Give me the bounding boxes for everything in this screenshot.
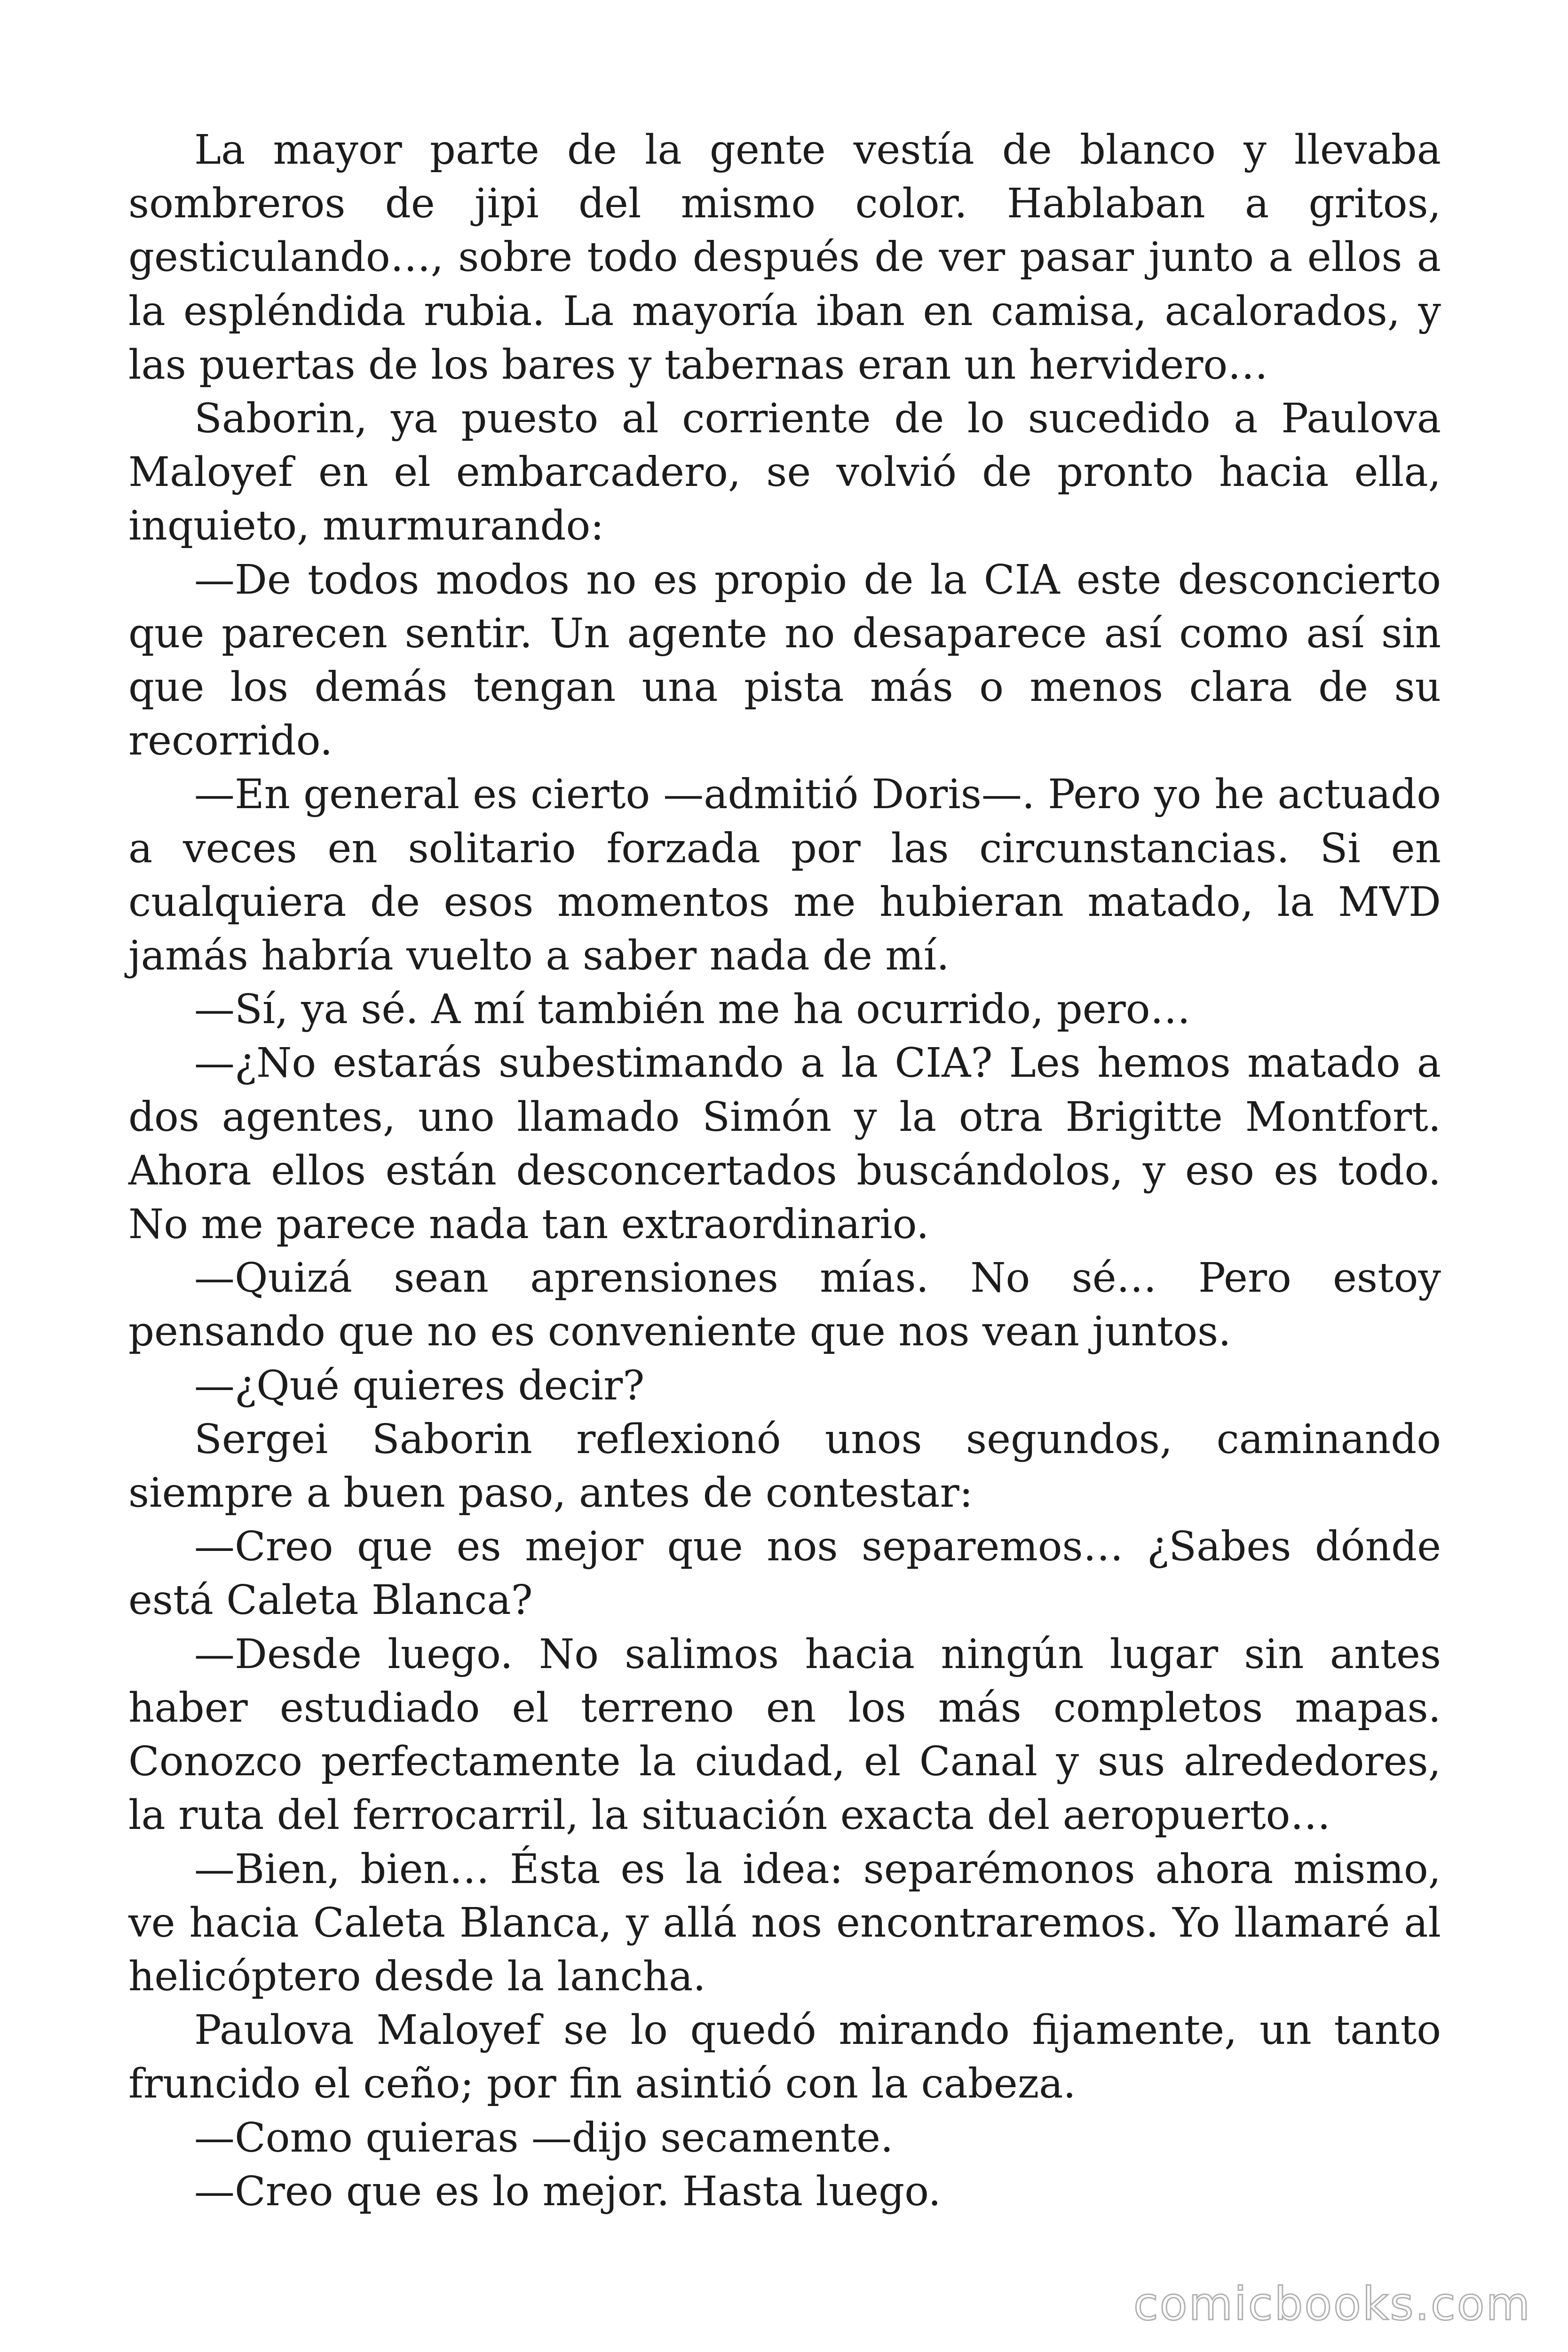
paragraph: —Creo que es mejor que nos separemos… ¿Sabes dónde está Caleta Blanca? [128,1523,1441,1624]
paragraph: —Bien, bien… Ésta es la idea: separémonos ahora mismo, ve hacia Caleta Blanca, y allá nos encontraremos. Yo llamaré al helicóptero desde la lancha. [128,1845,1441,2000]
paragraph: —Sí, ya sé. A mí también me ha ocurrido, pero… [194,986,1191,1033]
paragraph: —Como quieras —dijo secamente. [194,2114,894,2161]
paragraph: Sergei Saborin reflexionó unos segundos, caminando siempre a buen paso, antes de contestar: [128,1415,1441,1517]
paragraph: —Desde luego. No salimos hacia ningún lugar sin antes haber estudiado el terreno en los más completos mapas. Conozco perfectamente la ciudad, el Canal y sus alrededores, la ruta del ferrocarril, la situación exacta del aeropuerto… [128,1630,1441,1839]
watermark: comicbooks.com [1133,2278,1531,2330]
paragraph: Saborin, ya puesto al corriente de lo sucedido a Paulova Maloyef en el embarcadero, se volvió de pronto hacia ella, inquieto, murmurando: [128,395,1441,550]
paragraph: —Quizá sean aprensiones mías. No sé… Pero estoy pensando que no es conveniente que nos vean juntos. [128,1255,1441,1356]
paragraph: —De todos modos no es propio de la CIA este desconcierto que parecen sentir. Un agente no desaparece así como así sin que los demás tengan una pista más o menos clara de su recorrido. [128,556,1441,765]
paragraph: —En general es cierto —admitió Doris—. Pero yo he actuado a veces en solitario forzada por las circunstancias. Si en cualquiera de esos momentos me hubieran matado, la MVD jamás habría vuelto a saber nada de mí. [128,771,1441,980]
paragraph: Paulova Maloyef se lo quedó mirando fijamente, un tanto fruncido el ceño; por fin asintió con la cabeza. [128,2007,1441,2108]
paragraph: —¿Qué quieres decir? [194,1362,645,1409]
page-body [128,123,1441,2218]
paragraph: —Creo que es lo mejor. Hasta luego. [194,2168,941,2215]
paragraph: —¿No estarás subestimando a la CIA? Les hemos matado a dos agentes, uno llamado Simón y la otra Brigitte Montfort. Ahora ellos están desconcertados buscándolos, y eso es todo. No me parece nada tan extraordinario. [128,1040,1441,1248]
paragraph: La mayor parte de la gente vestía de blanco y llevaba sombreros de jipi del mismo color. Hablaban a gritos, gesticulando…, sobre todo después de ver pasar junto a ellos a la espléndida rubia. La mayoría iban en camisa, acalorados, y las puertas de los bares y tabernas eran un hervidero… [128,127,1441,389]
